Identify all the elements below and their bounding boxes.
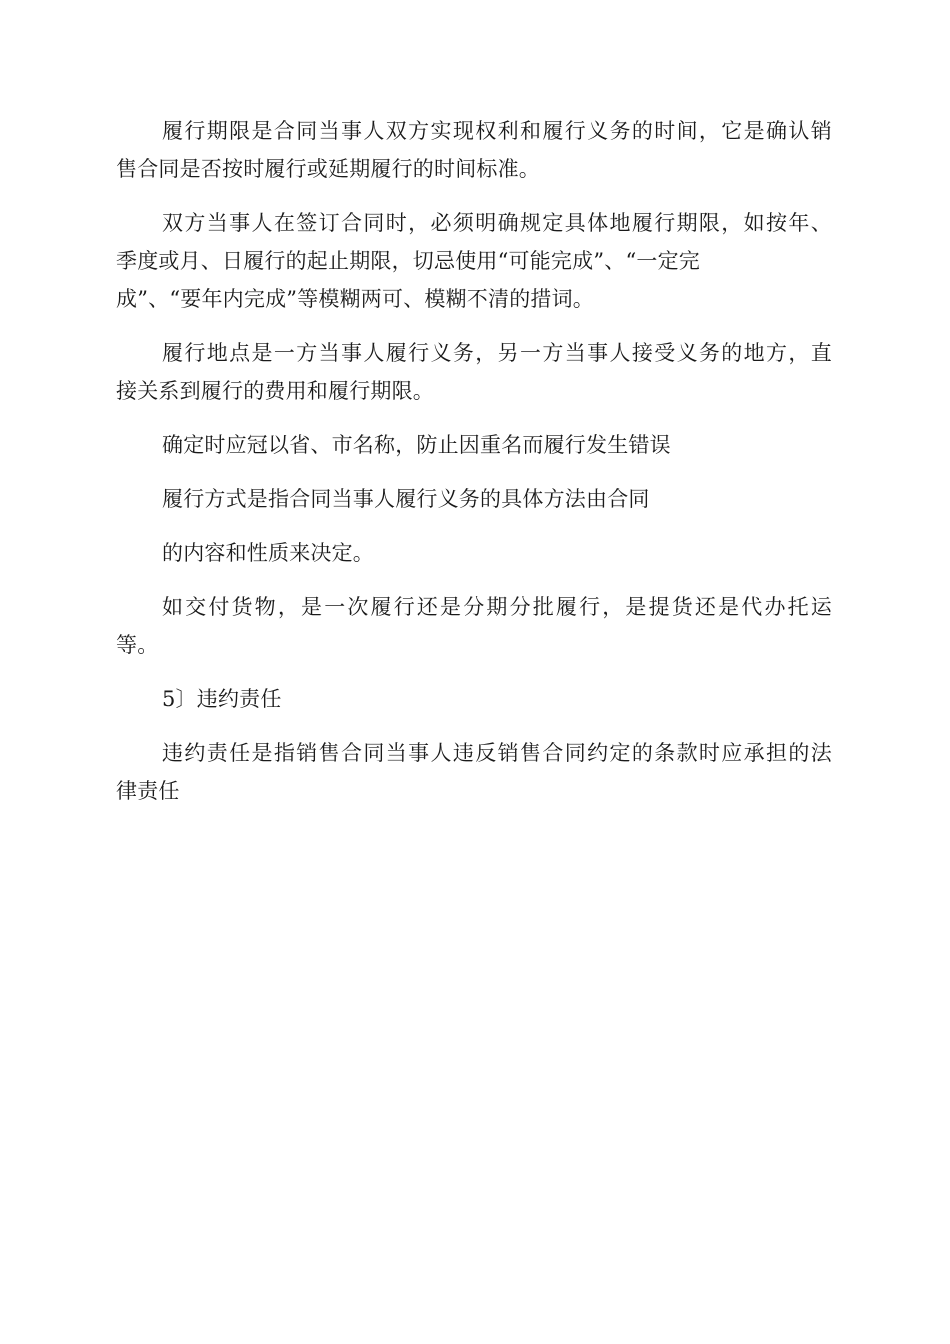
paragraph-3-line-1: 履行地点是一方当事人履行义务，另一方当事人接受义务的地方，直 [162,341,832,365]
paragraph-4-line-1: 确定时应冠以省、市名称，防止因重名而履行发生错误 [162,433,671,457]
paragraph-5-line-1: 履行方式是指合同当事人履行义务的具体方法由合同 [162,487,650,511]
paragraph-6-line-1: 的内容和性质来决定。 [162,541,374,565]
paragraph-2-line-1: 双方当事人在签订合同时，必须明确规定具体地履行期限，如按年、 [162,211,832,235]
paragraph-9-line-1: 违约责任是指销售合同当事人违反销售合同约定的条款时应承担的法 [162,741,832,765]
paragraph-2-line-3: 成”、“要年内完成”等模糊两可、模糊不清的措词。 [116,287,595,311]
paragraph-7-line-2: 等。 [116,633,159,657]
paragraph-1-line-2: 售合同是否按时履行或延期履行的时间标准。 [116,157,540,181]
paragraph-3-line-2: 接关系到履行的费用和履行期限。 [116,379,434,403]
paragraph-1-line-1: 履行期限是合同当事人双方实现权利和履行义务的时间，它是确认销 [162,119,832,143]
paragraph-2-line-2: 季度或月、日履行的起止期限，切忌使用“可能完成”、“一定完 [116,249,701,273]
paragraph-9-line-2: 律责任 [116,779,180,803]
paragraph-7-line-1: 如交付货物，是一次履行还是分期分批履行，是提货还是代办托运 [162,595,832,619]
section-heading-breach-liability: 5〕违约责任 [162,687,282,711]
